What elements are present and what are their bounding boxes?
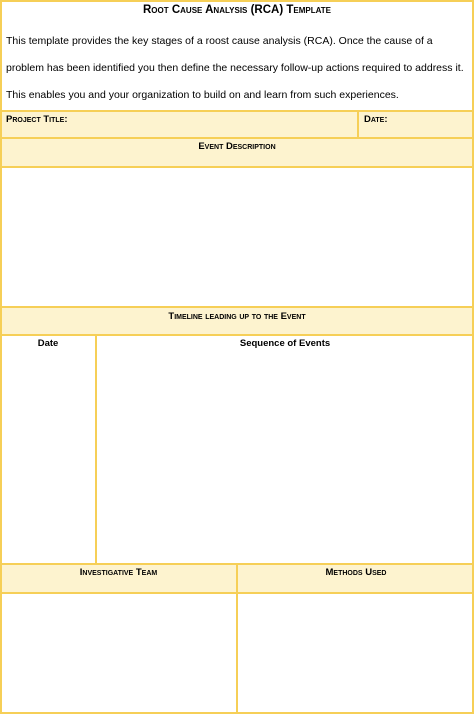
investigative-team-area[interactable] <box>0 593 237 714</box>
investigative-team-heading: Investigative Team <box>79 567 158 578</box>
border-top <box>0 0 474 2</box>
divider-intro <box>0 110 474 112</box>
project-title-label: Project Title: <box>6 114 68 125</box>
document-title: Root Cause Analysis (RCA) Template <box>143 4 331 16</box>
timeline-sequence-area[interactable] <box>97 352 474 564</box>
event-description-heading: Event Description <box>198 141 276 152</box>
divider-event-area <box>0 306 474 308</box>
timeline-sequence-column-header: Sequence of Events <box>239 338 331 349</box>
intro-paragraph: This template provides the key stages of a roost cause analysis (RCA). Once the cause of a problem has been identified you then define the necessary follow-up actions required to address it. This enables you and your organization to build on and learn from such experiences. <box>6 35 464 101</box>
divider-timeline-columns <box>95 334 97 564</box>
divider-project-date <box>357 110 359 138</box>
border-left <box>0 0 2 714</box>
event-description-area[interactable] <box>0 167 474 307</box>
project-info-band <box>0 111 474 138</box>
divider-event-heading <box>0 166 474 168</box>
divider-team-methods <box>236 563 238 714</box>
date-label: Date: <box>364 114 388 125</box>
timeline-heading: Timeline leading up to the Event <box>168 311 306 322</box>
timeline-date-area[interactable] <box>0 352 96 564</box>
methods-used-area[interactable] <box>238 593 474 714</box>
methods-used-heading: Methods Used <box>325 567 387 578</box>
divider-project <box>0 137 474 139</box>
timeline-date-column-header: Date <box>37 338 59 349</box>
divider-timeline-heading <box>0 334 474 336</box>
